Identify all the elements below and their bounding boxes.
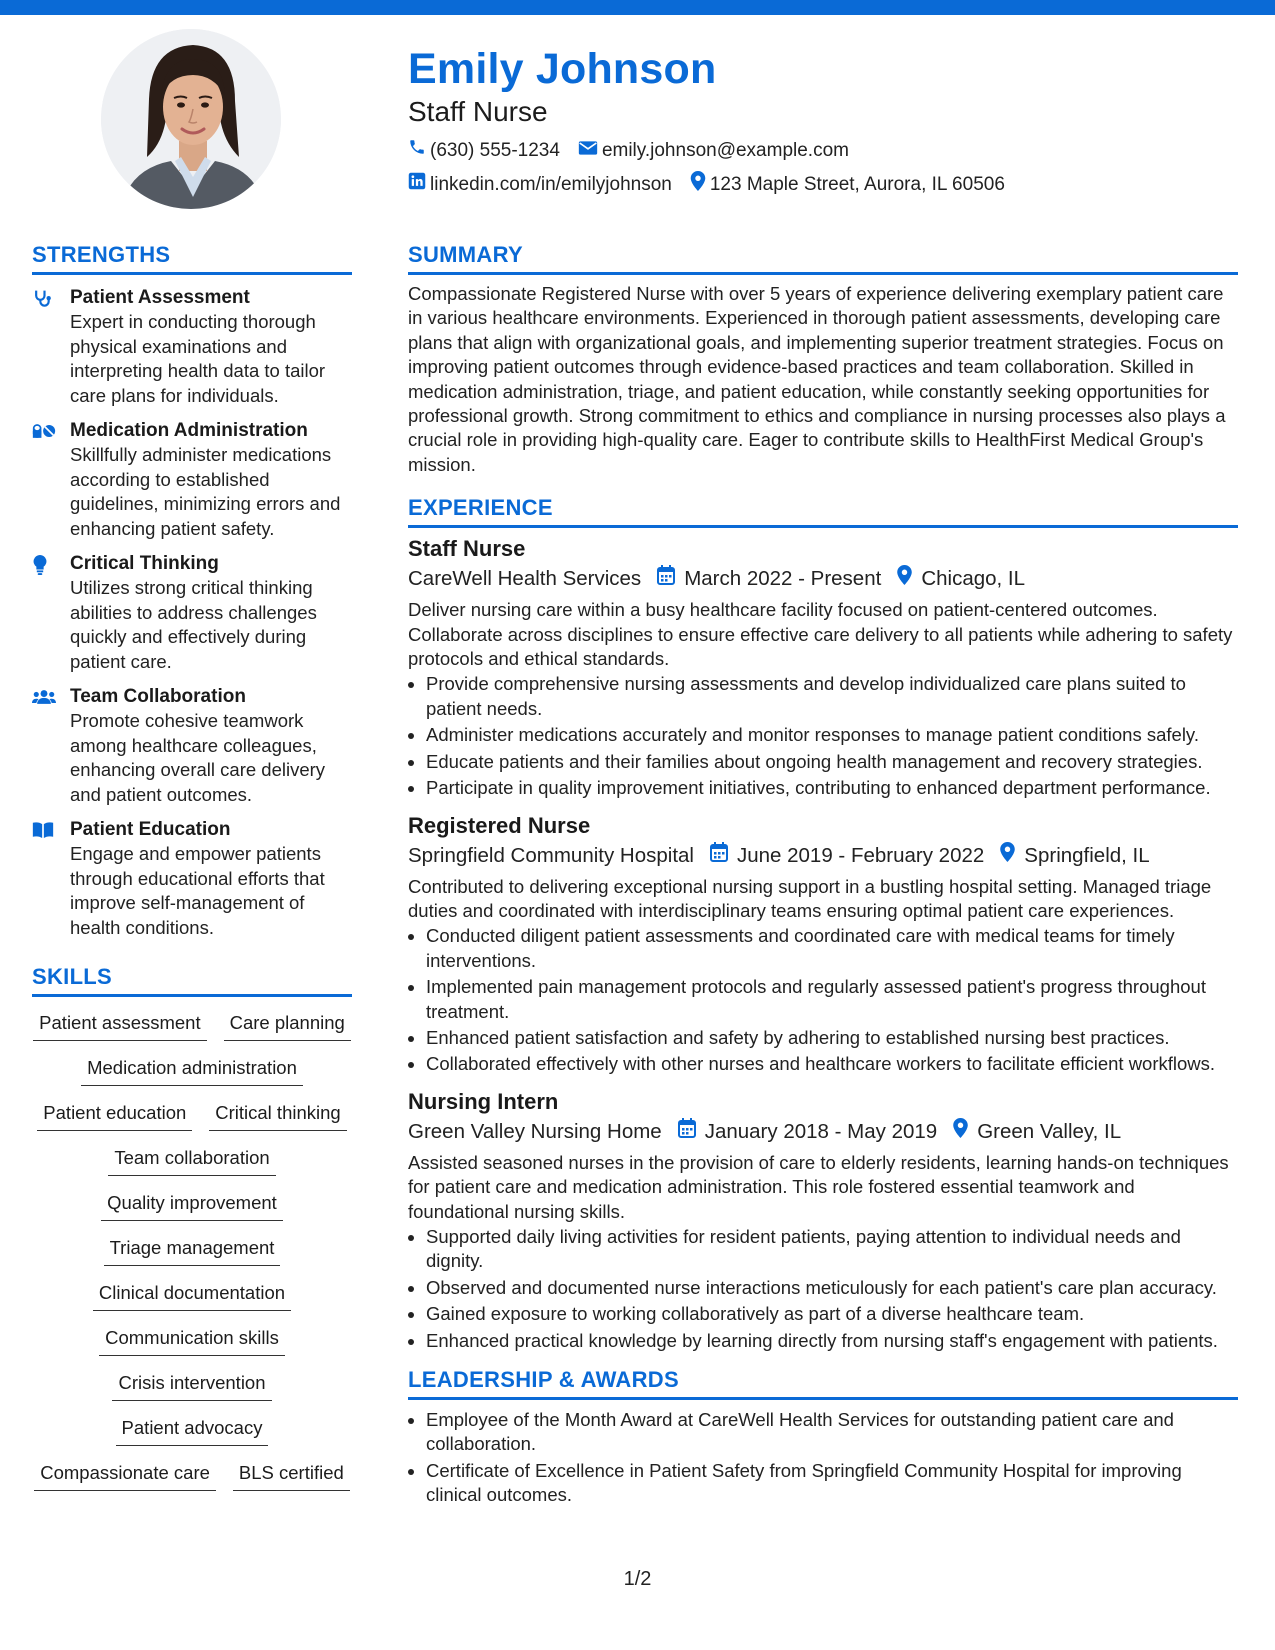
- street-address: 123 Maple Street, Aurora, IL 60506: [709, 173, 1005, 195]
- job-dates: March 2022 - Present: [684, 567, 882, 591]
- calendar-icon: [678, 1117, 705, 1147]
- location-pin-icon: [897, 564, 921, 594]
- email-contact: [578, 139, 849, 163]
- skill-tag: Patient advocacy: [116, 1416, 269, 1446]
- job-dates: June 2019 - February 2022: [736, 843, 985, 867]
- strength-description: Skillfully administer medications according to established guidelines, minimizing errors and enhancing patient safety.: [70, 444, 341, 539]
- skills-list: [32, 1011, 352, 1506]
- section-divider: [408, 272, 1238, 275]
- profile-photo: [101, 29, 281, 209]
- strengths-list: [32, 286, 352, 940]
- phone-icon: [408, 138, 430, 163]
- users-icon: [32, 685, 70, 807]
- job-dates: January 2018 - May 2019: [704, 1119, 938, 1143]
- section-divider: [408, 525, 1238, 528]
- award-item: • Certificate of Excellence in Patient Safety from Springfield Community Hospital for improving clinical outcomes.: [426, 1459, 1238, 1508]
- section-divider: [32, 272, 352, 275]
- skills-row: [32, 1056, 352, 1101]
- phone-number[interactable]: (630) 555-1234: [430, 139, 560, 161]
- strength-title: Team Collaboration: [70, 686, 246, 707]
- strength-item: [32, 818, 352, 940]
- skill-tag: Patient assessment: [33, 1011, 206, 1041]
- job-dates-group: [657, 564, 881, 594]
- skills-heading: SKILLS: [32, 964, 113, 989]
- strength-title: Patient Assessment: [70, 287, 250, 308]
- job-title: Nursing Intern: [408, 1088, 559, 1114]
- job-bullet: • Enhanced practical knowledge by learning directly from nursing staff's engagement with patients.: [426, 1329, 1238, 1353]
- strength-description: Promote cohesive teamwork among healthcare colleagues, enhancing overall care delivery and patient outcomes.: [70, 710, 326, 805]
- strength-item: [32, 419, 352, 541]
- job-bullet: • Enhanced patient satisfaction and safety by adhering to established nursing best practices.: [426, 1026, 1238, 1050]
- location-pin-icon: [690, 171, 710, 198]
- job-company: CareWell Health Services: [408, 567, 642, 591]
- skill-tag: Clinical documentation: [93, 1281, 291, 1311]
- job-entry: [408, 534, 1238, 800]
- calendar-icon: [657, 564, 684, 594]
- job-location: Chicago, IL: [921, 567, 1026, 591]
- contact-row-1: [408, 138, 1238, 163]
- job-bullet: • Gained exposure to working collaboratively as part of a diverse healthcare team.: [426, 1302, 1238, 1326]
- skill-tag: Triage management: [104, 1236, 281, 1266]
- strength-title: Patient Education: [70, 819, 231, 840]
- candidate-title: Staff Nurse: [408, 96, 548, 127]
- job-location-group: [953, 1117, 1121, 1147]
- job-bullets: [408, 924, 1238, 1076]
- job-bullet: • Provide comprehensive nursing assessments and develop individualized care plans suited to patient needs.: [426, 672, 1238, 721]
- skills-row: [32, 1326, 352, 1371]
- pills-icon: [32, 419, 70, 541]
- job-dates-group: [678, 1117, 937, 1147]
- book-icon: [32, 818, 70, 940]
- skill-tag: Communication skills: [99, 1326, 285, 1356]
- job-title: Registered Nurse: [408, 812, 591, 838]
- strength-title: Medication Administration: [70, 420, 308, 441]
- address-contact: [690, 171, 1005, 198]
- job-location-group: [1000, 841, 1149, 871]
- job-bullet: • Implemented pain management protocols and regularly assessed patient's progress throughout treatment.: [426, 975, 1238, 1024]
- summary-heading: SUMMARY: [408, 242, 523, 267]
- job-description: Assisted seasoned nurses in the provision of care to elderly residents, learning hands-on techniques for patient care and medication administration. This role fostered essential teamwork and foundational nursing skills.: [408, 1151, 1229, 1222]
- skill-tag: Team collaboration: [108, 1146, 275, 1176]
- email-address[interactable]: emily.johnson@example.com: [601, 139, 849, 161]
- job-bullet: • Supported daily living activities for resident patients, paying attention to individual needs and dignity.: [426, 1225, 1238, 1274]
- job-description: Deliver nursing care within a busy healthcare facility focused on patient-centered outcomes. Collaborate across disciplines to ensure effective care delivery to all patients while adhering to safety protocols and ethical standards.: [408, 599, 1233, 670]
- linkedin-icon: [408, 172, 430, 197]
- job-bullet: • Collaborated effectively with other nurses and healthcare workers to facilitate efficient workflows.: [426, 1052, 1238, 1076]
- job-bullets: [408, 1225, 1238, 1353]
- candidate-name: Emily Johnson: [408, 45, 717, 93]
- job-bullet: • Administer medications accurately and monitor responses to manage patient conditions safely.: [426, 723, 1238, 747]
- job-meta: [408, 841, 1238, 871]
- skills-row: [32, 1101, 352, 1146]
- page-number: 1/2: [623, 1568, 652, 1590]
- skill-tag: Compassionate care: [34, 1461, 216, 1491]
- linkedin-contact: [408, 172, 672, 197]
- skills-row: [32, 1146, 352, 1191]
- job-description: Contributed to delivering exceptional nursing support in a bustling hospital setting. Managed triage duties and coordinated with interdisciplinary teams ensuring optimal patient care experiences.: [408, 875, 1212, 921]
- skill-tag: BLS certified: [233, 1461, 350, 1491]
- skill-tag: Care planning: [224, 1011, 351, 1041]
- job-bullet: • Educate patients and their families about ongoing health management and recovery strategies.: [426, 750, 1238, 774]
- top-accent-bar: [0, 0, 1275, 15]
- stethoscope-icon: [32, 286, 70, 408]
- strength-item: [32, 286, 352, 408]
- summary-text: Compassionate Registered Nurse with over 5 years of experience delivering exemplary patient care in various healthcare environments. Experienced in thorough patient assessments, developing care plans that align with organizational goals, and implementing superior treatment strategies. Focus on improving patient outcomes through evidence-based practices and team collaboration. Skilled in medication administration, triage, and patient education, while constantly seeking opportunities for professional growth. Strong commitment to ethics and compliance in nursing processes also plays a crucial role in providing high-quality care. Eager to contribute skills to HealthFirst Medical Group's mission.: [408, 283, 1226, 475]
- strength-title: Critical Thinking: [70, 553, 219, 574]
- awards-heading: LEADERSHIP & AWARDS: [408, 1367, 679, 1392]
- section-divider: [32, 994, 352, 997]
- job-entry: [408, 811, 1238, 1077]
- resume-header: [408, 42, 1238, 198]
- awards-list: [408, 1408, 1238, 1508]
- skills-row: [32, 1236, 352, 1281]
- linkedin-url[interactable]: linkedin.com/in/emilyjohnson: [430, 173, 672, 195]
- skill-tag: Medication administration: [81, 1056, 303, 1086]
- award-item: • Employee of the Month Award at CareWell Health Services for outstanding patient care and collaboration.: [426, 1408, 1238, 1457]
- job-entry: [408, 1087, 1238, 1353]
- job-location: Green Valley, IL: [977, 1119, 1122, 1143]
- job-company: Green Valley Nursing Home: [408, 1119, 662, 1143]
- strength-item: [32, 685, 352, 807]
- job-title: Staff Nurse: [408, 536, 526, 562]
- job-dates-group: [710, 841, 984, 871]
- skills-row: [32, 1191, 352, 1236]
- skills-row: [32, 1416, 352, 1461]
- job-bullets: [408, 672, 1238, 800]
- skills-row: [32, 1281, 352, 1326]
- skill-tag: Quality improvement: [101, 1191, 283, 1221]
- strength-description: Utilizes strong critical thinking abilities to address challenges quickly and effectively during patient care.: [70, 577, 317, 672]
- right-column: [408, 242, 1238, 1510]
- phone-contact: [408, 138, 560, 163]
- strength-item: [32, 552, 352, 674]
- calendar-icon: [710, 841, 737, 871]
- job-meta: [408, 564, 1238, 594]
- email-icon: [578, 139, 602, 163]
- skill-tag: Crisis intervention: [112, 1371, 271, 1401]
- skill-tag: Patient education: [37, 1101, 192, 1131]
- experience-heading: EXPERIENCE: [408, 495, 553, 521]
- section-divider: [408, 1397, 1238, 1400]
- job-bullet: • Observed and documented nurse interactions meticulously for each patient's care plan accuracy.: [426, 1276, 1238, 1300]
- skills-row: [32, 1011, 352, 1056]
- job-location-group: [897, 564, 1025, 594]
- job-meta: [408, 1117, 1238, 1147]
- job-bullet: • Conducted diligent patient assessments and coordinated care with medical teams for timely interventions.: [426, 924, 1238, 973]
- strength-description: Engage and empower patients through educational efforts that improve self-management of health conditions.: [70, 843, 325, 938]
- skill-tag: Critical thinking: [209, 1101, 346, 1131]
- location-pin-icon: [953, 1117, 977, 1147]
- left-column: [32, 242, 352, 1506]
- lightbulb-icon: [32, 552, 70, 674]
- job-bullet: • Participate in quality improvement initiatives, contributing to enhanced department performance.: [426, 776, 1238, 800]
- contact-row-2: [408, 171, 1238, 198]
- location-pin-icon: [1000, 841, 1024, 871]
- strength-description: Expert in conducting thorough physical examinations and interpreting health data to tailor care plans for individuals.: [70, 311, 326, 406]
- skills-row: [32, 1371, 352, 1416]
- strengths-heading: STRENGTHS: [32, 242, 171, 267]
- job-location: Springfield, IL: [1024, 843, 1150, 867]
- skills-row: [32, 1461, 352, 1506]
- job-company: Springfield Community Hospital: [408, 843, 694, 867]
